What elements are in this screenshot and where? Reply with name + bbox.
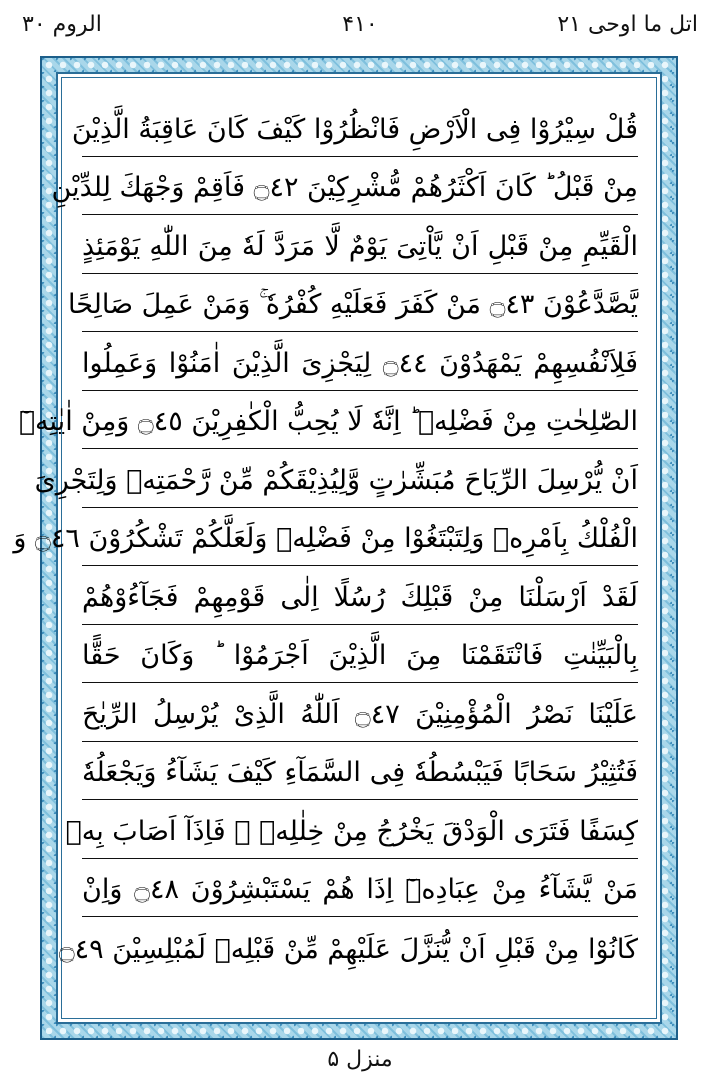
verse-line-text: فَلِاَنْفُسِهِمْ يَمْهَدُوْنَ ۝٤٤ لِيَجْزِىَ الَّذِيْنَ اٰمَنُوْا وَعَمِلُوا [82, 347, 638, 379]
verse-line [82, 683, 638, 742]
manzil-footer: منزل ۵ [327, 1047, 393, 1072]
verse-line [82, 742, 638, 801]
verse-line [82, 625, 638, 684]
verse-line-text: الصّٰلِحٰتِ مِنْ فَضْلِهٖ ؕ اِنَّهٗ لَا يُحِبُّ الْكٰفِرِيْنَ ۝٤٥ وَمِنْ اٰيٰتِهٖٓ [18, 406, 638, 437]
verse-line [18, 391, 638, 450]
page-header [0, 0, 720, 52]
verse-line-text: عَلَيْنَا نَصْرُ الْمُؤْمِنِيْنَ ۝٤٧ اَللّٰهُ الَّذِىْ يُرْسِلُ الرِّيٰحَ [82, 698, 638, 730]
verse-line-text: فَتُثِيْرُ سَحَابًا فَيَبْسُطُهٗ فِى السَّمَآءِ كَيْفَ يَشَآءُ وَيَجْعَلُهٗ [82, 757, 638, 788]
verse-line [68, 274, 638, 333]
verse-line-text: كِسَفًا فَتَرَى الْوَدْقَ يَخْرُجُ مِنْ خِلٰلِهٖ ۚ فَاِذَآ اَصَابَ بِهٖ [65, 815, 638, 847]
para-name: اتل ما اوحی ۲۱ [557, 12, 698, 37]
verse-line [58, 917, 638, 976]
verse-line [82, 332, 638, 391]
verse-line [51, 157, 638, 216]
page-number: ۴۱۰ [342, 12, 378, 37]
verse-line [71, 98, 638, 157]
verse-line-text: الْقَيِّمِ مِنْ قَبْلِ اَنْ يَّاْتِىَ يَوْمٌ لَّا مَرَدَّ لَهٗ مِنَ اللّٰهِ يَوْمَئِذٍ [82, 230, 638, 262]
verse-line-text: اَنْ يُّرْسِلَ الرِّيَاحَ مُبَشِّرٰتٍ وَّلِيُذِيْقَكُمْ مِّنْ رَّحْمَتِهٖ وَلِتَجْرِىَ [34, 464, 638, 496]
verse-line [34, 449, 638, 508]
verse-line [82, 859, 638, 918]
verse-line [82, 215, 638, 274]
verse-line-text: كَانُوْا مِنْ قَبْلِ اَنْ يُّنَزَّلَ عَلَيْهِمْ مِّنْ قَبْلِهٖ لَمُبْلِسِيْنَ ۝٤٩ [58, 933, 638, 965]
verse-line-text: لَقَدْ اَرْسَلْنَا مِنْ قَبْلِكَ رُسُلًا اِلٰى قَوْمِهِمْ فَجَآءُوْهُمْ [82, 581, 638, 613]
verse-line-text: قُلْ سِيْرُوْا فِى الْاَرْضِ فَانْظُرُوْا كَيْفَ كَانَ عَاقِبَةُ الَّذِيْنَ [71, 113, 638, 145]
verse-text-area [13, 98, 638, 978]
verse-line-text: مِنْ قَبْلُ ؕ كَانَ اَكْثَرُهُمْ مُّشْرِكِيْنَ ۝٤٢ فَاَقِمْ وَجْهَكَ لِلدِّيْنِ [51, 172, 638, 203]
verse-line-text: يَّصَّدَّعُوْنَ ۝٤٣ مَنْ كَفَرَ فَعَلَيْهِ كُفْرُهٗ ۚ وَمَنْ عَمِلَ صَالِحًا [68, 289, 638, 320]
surah-name: الروم ۳۰ [22, 12, 102, 37]
verse-line-text: بِالْبَيِّنٰتِ فَانْتَقَمْنَا مِنَ الَّذِيْنَ اَجْرَمُوْا ؕ وَكَانَ حَقًّا [82, 640, 638, 671]
verse-line [13, 508, 638, 567]
verse-line [82, 566, 638, 625]
verse-line-text: الْفُلْكُ بِاَمْرِهٖ وَلِتَبْتَغُوْا مِنْ فَضْلِهٖ وَلَعَلَّكُمْ تَشْكُرُوْنَ ۝٤٦ وَ [13, 523, 638, 554]
verse-line-text: مَنْ يَّشَآءُ مِنْ عِبَادِهٖٓ اِذَا هُمْ يَسْتَبْشِرُوْنَ ۝٤٨ وَاِنْ [82, 874, 638, 905]
verse-line [65, 800, 638, 859]
